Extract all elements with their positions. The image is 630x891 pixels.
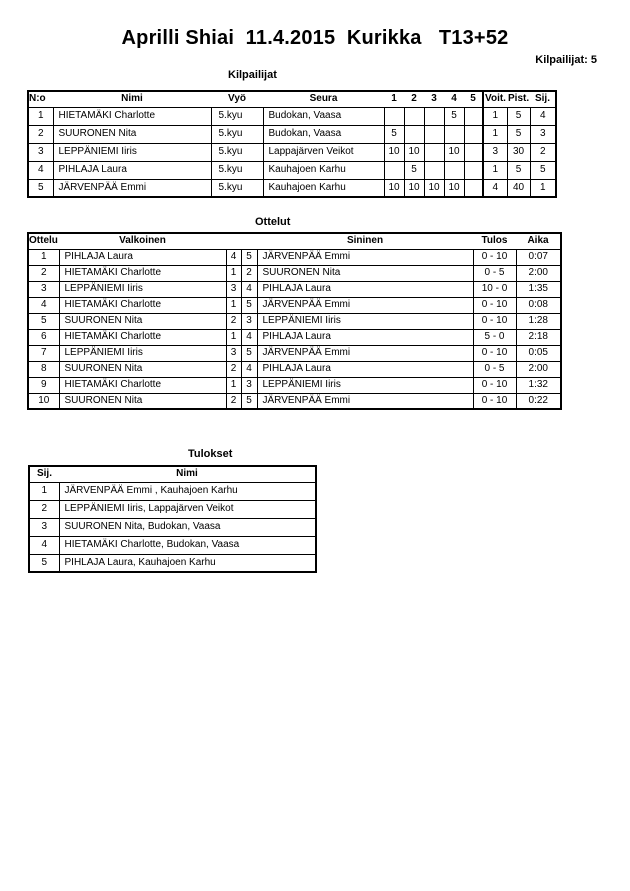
match-1-cell: 10 bbox=[384, 143, 404, 161]
match-1-cell: 5 bbox=[384, 125, 404, 143]
no-cell: 3 bbox=[28, 143, 53, 161]
match-no-cell: 8 bbox=[28, 361, 59, 377]
blue-no-cell: 4 bbox=[241, 281, 257, 297]
match-2-cell: 10 bbox=[404, 179, 424, 197]
match-no-cell: 9 bbox=[28, 377, 59, 393]
time-cell: 1:32 bbox=[516, 377, 561, 393]
match-5-cell bbox=[464, 161, 483, 179]
score-cell: 5 - 0 bbox=[473, 329, 516, 345]
blue-name-cell: LEPPÄNIEMI Iiris bbox=[257, 313, 473, 329]
white-name-cell: PIHLAJA Laura bbox=[59, 249, 226, 265]
club-cell: Kauhajoen Karhu bbox=[263, 179, 384, 197]
white-no-cell: 2 bbox=[226, 313, 241, 329]
place-cell: 2 bbox=[29, 500, 59, 518]
time-cell: 0:22 bbox=[516, 393, 561, 409]
club-cell: Budokan, Vaasa bbox=[263, 107, 384, 125]
white-no-cell: 4 bbox=[226, 249, 241, 265]
name-cell: PIHLAJA Laura bbox=[53, 161, 211, 179]
white-no-cell: 1 bbox=[226, 377, 241, 393]
time-cell: 0:07 bbox=[516, 249, 561, 265]
blue-no-cell: 4 bbox=[241, 361, 257, 377]
header-cell: Sininen bbox=[257, 233, 473, 249]
time-cell: 1:35 bbox=[516, 281, 561, 297]
result-name-cell: HIETAMÄKI Charlotte, Budokan, Vaasa bbox=[59, 536, 316, 554]
header-cell: Nimi bbox=[59, 466, 316, 482]
table-row bbox=[28, 249, 561, 265]
name-cell: JÄRVENPÄÄ Emmi bbox=[53, 179, 211, 197]
table-row bbox=[29, 482, 316, 500]
blue-no-cell: 2 bbox=[241, 265, 257, 281]
place-cell: 4 bbox=[530, 107, 556, 125]
club-cell: Kauhajoen Karhu bbox=[263, 161, 384, 179]
time-cell: 0:05 bbox=[516, 345, 561, 361]
match-1-cell: 10 bbox=[384, 179, 404, 197]
match-4-cell bbox=[444, 125, 464, 143]
match-2-cell: 10 bbox=[404, 143, 424, 161]
header-cell: 4 bbox=[444, 91, 464, 107]
header-cell: Seura bbox=[263, 91, 384, 107]
table-row bbox=[28, 393, 561, 409]
name-cell: HIETAMÄKI Charlotte bbox=[53, 107, 211, 125]
no-cell: 2 bbox=[28, 125, 53, 143]
place-cell: 5 bbox=[530, 161, 556, 179]
score-cell: 0 - 5 bbox=[473, 265, 516, 281]
score-cell: 10 - 0 bbox=[473, 281, 516, 297]
points-cell: 5 bbox=[507, 161, 530, 179]
blue-name-cell: JÄRVENPÄÄ Emmi bbox=[257, 249, 473, 265]
table-row bbox=[28, 361, 561, 377]
club-cell: Budokan, Vaasa bbox=[263, 125, 384, 143]
table-row bbox=[28, 329, 561, 345]
points-cell: 5 bbox=[507, 107, 530, 125]
place-cell: 2 bbox=[530, 143, 556, 161]
belt-cell: 5.kyu bbox=[211, 107, 263, 125]
points-cell: 40 bbox=[507, 179, 530, 197]
blue-name-cell: PIHLAJA Laura bbox=[257, 281, 473, 297]
time-cell: 0:08 bbox=[516, 297, 561, 313]
blue-no-cell: 5 bbox=[241, 297, 257, 313]
table-row bbox=[28, 179, 556, 197]
competitors-table bbox=[27, 90, 557, 198]
competitors-heading: Kilpailijat bbox=[228, 69, 277, 81]
matches-heading: Ottelut bbox=[255, 216, 291, 228]
belt-cell: 5.kyu bbox=[211, 143, 263, 161]
blue-no-cell: 4 bbox=[241, 329, 257, 345]
match-no-cell: 4 bbox=[28, 297, 59, 313]
match-no-cell: 2 bbox=[28, 265, 59, 281]
blue-no-cell: 3 bbox=[241, 313, 257, 329]
belt-cell: 5.kyu bbox=[211, 161, 263, 179]
white-name-cell: HIETAMÄKI Charlotte bbox=[59, 297, 226, 313]
place-cell: 3 bbox=[530, 125, 556, 143]
match-3-cell bbox=[424, 143, 444, 161]
match-4-cell: 10 bbox=[444, 179, 464, 197]
match-4-cell: 5 bbox=[444, 107, 464, 125]
table-header-row bbox=[28, 91, 556, 107]
match-5-cell bbox=[464, 107, 483, 125]
time-cell: 2:00 bbox=[516, 265, 561, 281]
table-row bbox=[28, 125, 556, 143]
match-no-cell: 7 bbox=[28, 345, 59, 361]
place-cell: 5 bbox=[29, 554, 59, 572]
header-cell: Voit. bbox=[483, 91, 507, 107]
match-no-cell: 1 bbox=[28, 249, 59, 265]
club-cell: Lappajärven Veikot bbox=[263, 143, 384, 161]
table-header-row bbox=[29, 466, 316, 482]
blue-name-cell: PIHLAJA Laura bbox=[257, 329, 473, 345]
score-cell: 0 - 10 bbox=[473, 345, 516, 361]
header-cell bbox=[241, 233, 257, 249]
white-no-cell: 1 bbox=[226, 265, 241, 281]
white-name-cell: HIETAMÄKI Charlotte bbox=[59, 265, 226, 281]
white-no-cell: 1 bbox=[226, 329, 241, 345]
match-no-cell: 10 bbox=[28, 393, 59, 409]
white-no-cell: 1 bbox=[226, 297, 241, 313]
header-cell: Valkoinen bbox=[59, 233, 226, 249]
table-row bbox=[28, 281, 561, 297]
competitors-count-label: Kilpailijat: 5 bbox=[535, 54, 597, 66]
no-cell: 5 bbox=[28, 179, 53, 197]
white-no-cell: 3 bbox=[226, 281, 241, 297]
header-cell: 5 bbox=[464, 91, 483, 107]
header-cell: N:o bbox=[28, 91, 53, 107]
match-2-cell bbox=[404, 107, 424, 125]
table-row bbox=[28, 377, 561, 393]
table-row bbox=[29, 536, 316, 554]
match-2-cell: 5 bbox=[404, 161, 424, 179]
header-cell: Sij. bbox=[29, 466, 59, 482]
table-row bbox=[28, 143, 556, 161]
match-1-cell bbox=[384, 161, 404, 179]
white-name-cell: LEPPÄNIEMI Iiris bbox=[59, 345, 226, 361]
score-cell: 0 - 10 bbox=[473, 393, 516, 409]
match-5-cell bbox=[464, 179, 483, 197]
header-cell: Vyö bbox=[211, 91, 263, 107]
blue-no-cell: 3 bbox=[241, 377, 257, 393]
name-cell: SUURONEN Nita bbox=[53, 125, 211, 143]
table-row bbox=[29, 518, 316, 536]
no-cell: 4 bbox=[28, 161, 53, 179]
belt-cell: 5.kyu bbox=[211, 179, 263, 197]
match-no-cell: 3 bbox=[28, 281, 59, 297]
header-cell: Nimi bbox=[53, 91, 211, 107]
place-cell: 1 bbox=[530, 179, 556, 197]
time-cell: 1:28 bbox=[516, 313, 561, 329]
match-3-cell bbox=[424, 125, 444, 143]
no-cell: 1 bbox=[28, 107, 53, 125]
white-name-cell: HIETAMÄKI Charlotte bbox=[59, 329, 226, 345]
results-table bbox=[28, 465, 317, 573]
blue-name-cell: JÄRVENPÄÄ Emmi bbox=[257, 297, 473, 313]
result-name-cell: SUURONEN Nita, Budokan, Vaasa bbox=[59, 518, 316, 536]
blue-no-cell: 5 bbox=[241, 249, 257, 265]
place-cell: 3 bbox=[29, 518, 59, 536]
blue-no-cell: 5 bbox=[241, 393, 257, 409]
blue-name-cell: JÄRVENPÄÄ Emmi bbox=[257, 345, 473, 361]
points-cell: 5 bbox=[507, 125, 530, 143]
table-row bbox=[28, 297, 561, 313]
wins-cell: 1 bbox=[483, 161, 507, 179]
header-cell: Aika bbox=[516, 233, 561, 249]
wins-cell: 3 bbox=[483, 143, 507, 161]
table-row bbox=[28, 161, 556, 179]
header-cell: Tulos bbox=[473, 233, 516, 249]
matches-table bbox=[27, 232, 562, 410]
white-name-cell: SUURONEN Nita bbox=[59, 361, 226, 377]
table-row bbox=[28, 313, 561, 329]
white-no-cell: 3 bbox=[226, 345, 241, 361]
header-cell: 2 bbox=[404, 91, 424, 107]
time-cell: 2:00 bbox=[516, 361, 561, 377]
result-name-cell: LEPPÄNIEMI Iiris, Lappajärven Veikot bbox=[59, 500, 316, 518]
white-name-cell: SUURONEN Nita bbox=[59, 313, 226, 329]
header-cell bbox=[226, 233, 241, 249]
match-5-cell bbox=[464, 125, 483, 143]
header-cell: 3 bbox=[424, 91, 444, 107]
match-3-cell bbox=[424, 161, 444, 179]
page-title: Aprilli Shiai 11.4.2015 Kurikka T13+52 bbox=[121, 27, 509, 49]
header-cell: Pist. bbox=[507, 91, 530, 107]
match-3-cell: 10 bbox=[424, 179, 444, 197]
time-cell: 2:18 bbox=[516, 329, 561, 345]
header-cell: Ottelu bbox=[28, 233, 59, 249]
white-name-cell: SUURONEN Nita bbox=[59, 393, 226, 409]
blue-no-cell: 5 bbox=[241, 345, 257, 361]
match-3-cell bbox=[424, 107, 444, 125]
result-name-cell: JÄRVENPÄÄ Emmi , Kauhajoen Karhu bbox=[59, 482, 316, 500]
match-5-cell bbox=[464, 143, 483, 161]
match-4-cell bbox=[444, 161, 464, 179]
result-name-cell: PIHLAJA Laura, Kauhajoen Karhu bbox=[59, 554, 316, 572]
wins-cell: 1 bbox=[483, 125, 507, 143]
score-cell: 0 - 10 bbox=[473, 377, 516, 393]
white-name-cell: LEPPÄNIEMI Iiris bbox=[59, 281, 226, 297]
results-heading: Tulokset bbox=[188, 448, 233, 460]
belt-cell: 5.kyu bbox=[211, 125, 263, 143]
table-row bbox=[28, 345, 561, 361]
header-cell: Sij. bbox=[530, 91, 556, 107]
score-cell: 0 - 10 bbox=[473, 313, 516, 329]
white-name-cell: HIETAMÄKI Charlotte bbox=[59, 377, 226, 393]
match-4-cell: 10 bbox=[444, 143, 464, 161]
white-no-cell: 2 bbox=[226, 393, 241, 409]
place-cell: 4 bbox=[29, 536, 59, 554]
points-cell: 30 bbox=[507, 143, 530, 161]
match-no-cell: 5 bbox=[28, 313, 59, 329]
white-no-cell: 2 bbox=[226, 361, 241, 377]
match-no-cell: 6 bbox=[28, 329, 59, 345]
score-cell: 0 - 10 bbox=[473, 249, 516, 265]
table-row bbox=[28, 265, 561, 281]
table-row bbox=[28, 107, 556, 125]
score-cell: 0 - 5 bbox=[473, 361, 516, 377]
table-header-row bbox=[28, 233, 561, 249]
score-cell: 0 - 10 bbox=[473, 297, 516, 313]
blue-name-cell: PIHLAJA Laura bbox=[257, 361, 473, 377]
name-cell: LEPPÄNIEMI Iiris bbox=[53, 143, 211, 161]
blue-name-cell: JÄRVENPÄÄ Emmi bbox=[257, 393, 473, 409]
table-row bbox=[29, 500, 316, 518]
blue-name-cell: LEPPÄNIEMI Iiris bbox=[257, 377, 473, 393]
wins-cell: 1 bbox=[483, 107, 507, 125]
match-1-cell bbox=[384, 107, 404, 125]
blue-name-cell: SUURONEN Nita bbox=[257, 265, 473, 281]
place-cell: 1 bbox=[29, 482, 59, 500]
header-cell: 1 bbox=[384, 91, 404, 107]
match-2-cell bbox=[404, 125, 424, 143]
wins-cell: 4 bbox=[483, 179, 507, 197]
table-row bbox=[29, 554, 316, 572]
